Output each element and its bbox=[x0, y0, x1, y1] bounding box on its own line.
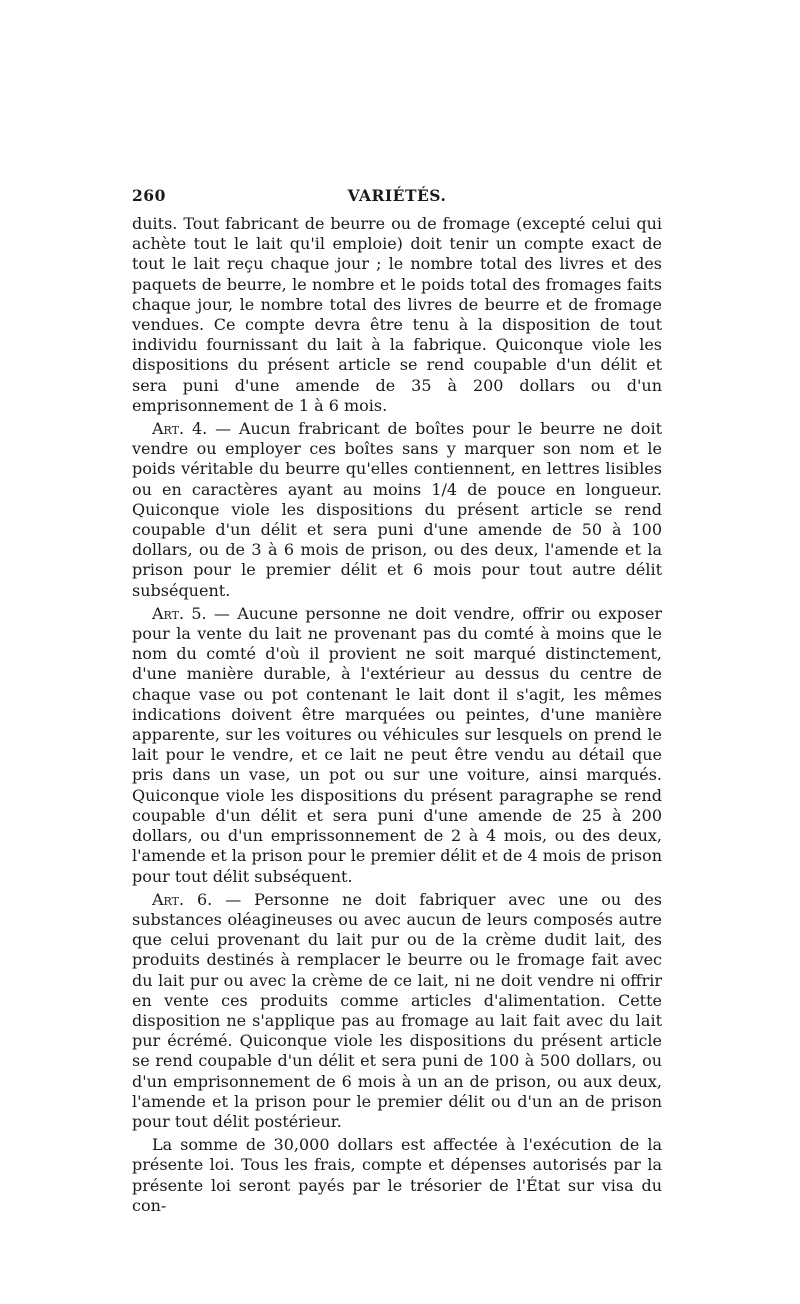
paragraph-article-4 bbox=[132, 419, 662, 601]
paragraph-continuation bbox=[132, 214, 662, 416]
paragraph-text: duits. Tout fabricant de beurre ou de fromage (excepté celui qui achète tout le lait qu'il emploie) doit tenir un compte exact de tout le lait reçu chaque jour ; le nombre total des livres et des paquets de beurre, le nombre et le poids total des fromages faits chaque jour, le nombre total des livres de beurre et de fromage vendues. Ce compte devra être tenu à la disposition de tout individu fournissant du lait à la fabrique. Quiconque viole les dispositions du présent article se rend coupable d'un délit et sera puni d'une amende de 35 à 200 dollars ou d'un emprisonnement de 1 à 6 mois. bbox=[132, 214, 662, 415]
running-head bbox=[132, 186, 662, 210]
page-number: 260 bbox=[132, 186, 166, 205]
paragraph-article-6 bbox=[132, 890, 662, 1132]
paragraph-funding bbox=[132, 1135, 662, 1216]
article-label: Art. 6. — bbox=[152, 889, 242, 909]
article-label: Art. 5. — bbox=[152, 603, 230, 623]
paragraph-article-5 bbox=[132, 604, 662, 887]
book-page bbox=[132, 186, 662, 1219]
body-text bbox=[132, 214, 662, 1216]
paragraph-text: Aucun frabricant de boîtes pour le beurre ne doit vendre ou employer ces boîtes sans y marquer son nom et le poids véritable du beurre qu'elles contiennent, en lettres lisibles ou en caractères ayant au moins 1/4 de pouce en longueur. Quiconque viole les dispositions du présent article se rend coupable d'un délit et sera puni d'une amende de 50 à 100 dollars, ou de 3 à 6 mois de prison, ou des deux, l'amende et la prison pour le premier délit et 6 mois pour tout autre délit subséquent. bbox=[132, 419, 662, 600]
paragraph-text: Personne ne doit fabriquer avec une ou des substances oléagineuses ou avec aucun de leurs composés autre que celui provenant du lait pur ou de la crème dudit lait, des produits destinés à remplacer le beurre ou le fromage fait avec du lait pur ou avec la crème de ce lait, ni ne doit vendre ni offrir en vente ces produits comme articles d'alimentation. Cette disposition ne s'applique pas au fromage au lait fait avec du lait pur écrémé. Quiconque viole les dispositions du présent article se rend coupable d'un délit et sera puni de 100 à 500 dollars, ou d'un emprisonnement de 6 mois à un an de prison, ou aux deux, l'amende et la prison pour le premier délit ou d'un an de prison pour tout délit postérieur. bbox=[132, 889, 662, 1131]
article-label: Art. 4. — bbox=[152, 419, 232, 439]
paragraph-text: Aucune personne ne doit vendre, offrir ou exposer pour la vente du lait ne provenant pas du comté à moins que le nom du comté d'où il provient ne soit marqué distinctement, d'une manière durable, à l'extérieur au dessus du centre de chaque vase ou pot contenant le lait dont il s'agit, les mêmes indications doivent être marquées ou peintes, d'une manière apparente, sur les voitures ou véhicules sur lesquels on prend le lait pour le vendre, et ce lait ne peut être vendu au détail que pris dans un vase, un pot ou sur une voiture, ainsi marqués. Quiconque viole les dispositions du présent paragraphe se rend coupable d'un délit et sera puni d'une amende de 25 à 200 dollars, ou d'un emprissonnement de 2 à 4 mois, ou des deux, l'amende et la prison pour le premier délit et de 4 mois de prison pour tout délit subséquent. bbox=[132, 603, 662, 886]
paragraph-text: La somme de 30,000 dollars est affectée à l'exécution de la présente loi. Tous les frais, compte et dépenses autorisés par la présente loi seront payés par le trésorier de l'État sur visa du con- bbox=[132, 1135, 662, 1215]
running-title: VARIÉTÉS. bbox=[347, 186, 447, 205]
